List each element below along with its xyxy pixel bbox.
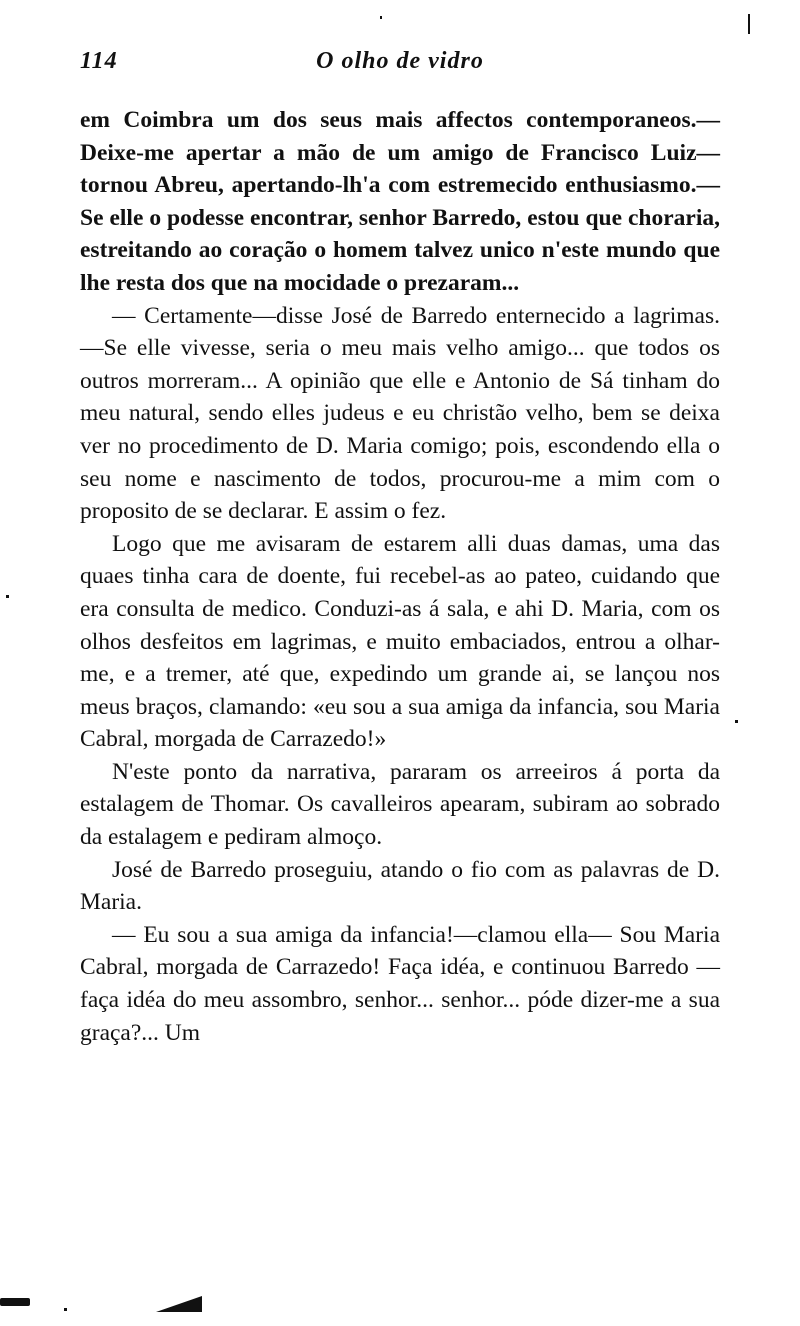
paragraph-1-text: em Coimbra um dos seus mais affectos contemporaneos.—Deixe-me apertar a mão de um amigo de Francisco Luiz—tornou Abreu, apertando-lh'a com estremecido enthusiasmo.—Se elle o podesse encontrar, senhor Barredo, estou que choraria, estreitando ao coração o homem talvez unico n'este mundo que lhe resta dos que na mocidade o prezaram... xyxy=(80,107,720,296)
scan-speck xyxy=(64,1308,67,1311)
scan-speck xyxy=(735,720,738,723)
page-number: 114 xyxy=(80,48,118,74)
running-title: O olho de vidro xyxy=(316,48,484,74)
body-text xyxy=(80,104,720,1049)
scan-speck xyxy=(380,16,382,19)
scan-speck xyxy=(6,595,9,598)
paragraph-6: — Eu sou a sua amiga da infancia!—clamou ella— Sou Maria Cabral, morgada de Carrazedo! Faça idéa, e continuou Barredo — faça idéa do meu assombro, senhor... senhor... póde dizer-me a sua graça?... Um xyxy=(80,921,720,1046)
paragraph-5: José de Barredo proseguiu, atando o fio com as palavras de D. Maria. xyxy=(80,856,720,916)
scan-mark-left xyxy=(0,1298,30,1306)
paragraph-1 xyxy=(80,104,720,300)
scan-speck xyxy=(748,14,750,34)
paragraph-3: Logo que me avisaram de estarem alli duas damas, uma das quaes tinha cara de doente, fui recebel-as ao pateo, cuidando que era consulta de medico. Conduzi-as á sala, e ahi D. Maria, com os olhos desfeitos em lagrimas, e muito embaciados, entrou a olhar-me, e a tremer, até que, expedindo um grande ai, se lançou nos meus braços, clamando: «eu sou a sua amiga da infancia, sou Maria Cabral, morgada de Carrazedo!» xyxy=(80,530,720,753)
paragraph-2: — Certamente—disse José de Barredo enternecido a lagrimas.—Se elle vivesse, seria o meu mais velho amigo... que todos os outros morreram... A opinião que elle e Antonio de Sá tinham do meu natural, sendo elles judeus e eu christão velho, bem se deixa ver no procedimento de D. Maria comigo; pois, escondendo ella o seu nome e nascimento de todos, procurou-me a mim com o proposito de se declarar. E assim o fez. xyxy=(80,302,720,525)
paragraph-4: N'este ponto da narrativa, pararam os arreeiros á porta da estalagem de Thomar. Os cavalleiros apearam, subiram ao sobrado da estalagem e pediram almoço. xyxy=(80,758,720,851)
scan-mark-right xyxy=(156,1296,202,1312)
page-header xyxy=(80,48,720,80)
